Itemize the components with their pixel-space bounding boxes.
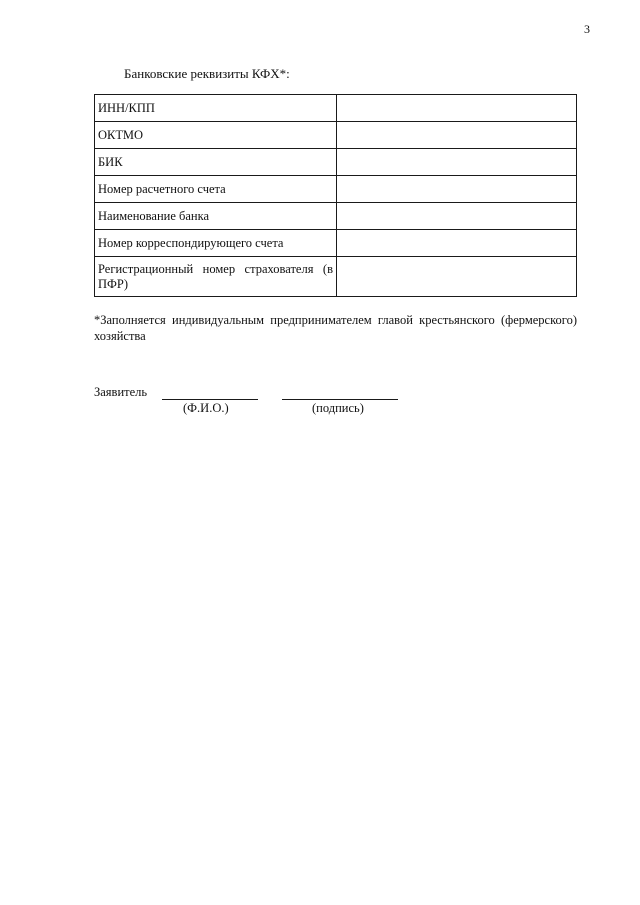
row-value	[337, 149, 577, 176]
row-value	[337, 122, 577, 149]
table-row	[95, 176, 577, 203]
row-label: ИНН/КПП	[95, 95, 337, 122]
fio-signature-line	[162, 399, 258, 400]
row-label-line1: Регистрационный номер страхователя (в	[98, 261, 333, 276]
sign-caption: (подпись)	[312, 401, 364, 415]
table-row	[95, 230, 577, 257]
bank-details-table	[94, 94, 577, 297]
row-label: Номер корреспондирующего счета	[95, 230, 337, 257]
table-row	[95, 203, 577, 230]
row-value	[337, 95, 577, 122]
row-label: ОКТМО	[95, 122, 337, 149]
fio-caption: (Ф.И.О.)	[183, 401, 229, 415]
footnote: *Заполняется индивидуальным предпринимателем главой крестьянского (фермерского) хозяйства	[94, 313, 577, 343]
row-label: БИК	[95, 149, 337, 176]
row-value	[337, 257, 577, 297]
row-label: Номер расчетного счета	[95, 176, 337, 203]
row-label: Наименование банка	[95, 203, 337, 230]
table-row	[95, 149, 577, 176]
section-title: Банковские реквизиты КФХ*:	[124, 66, 290, 81]
row-value	[337, 176, 577, 203]
signature-line	[282, 399, 398, 400]
page-number: 3	[584, 22, 590, 36]
table-row	[95, 122, 577, 149]
row-value	[337, 230, 577, 257]
row-label	[95, 257, 337, 297]
table-row	[95, 257, 577, 297]
applicant-label: Заявитель	[94, 385, 148, 399]
row-value	[337, 203, 577, 230]
table-row	[95, 95, 577, 122]
row-label-line2: ПФР)	[98, 276, 129, 291]
